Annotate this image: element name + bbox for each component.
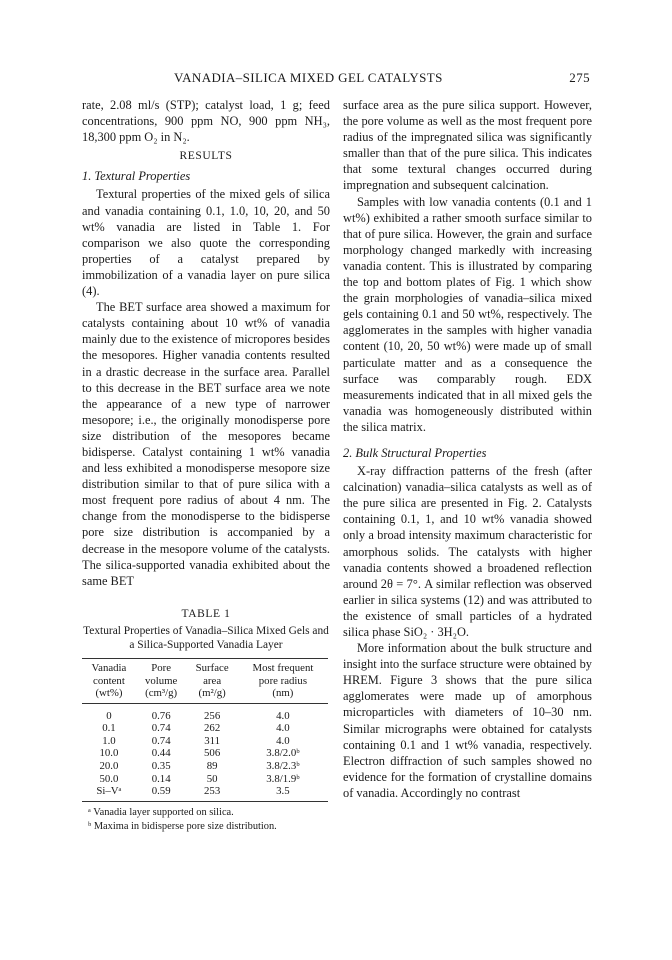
table-cell: 3.8/1.9ᵇ [266, 772, 300, 785]
table-footnotes [82, 806, 330, 833]
table-cell: 262 [204, 722, 221, 735]
textural-properties-table [82, 658, 328, 802]
header-line: Surface [195, 661, 229, 674]
table-cell: 50 [206, 772, 218, 785]
table-cell: 0.74 [151, 722, 171, 735]
table-cell: 1.0 [102, 734, 116, 747]
table-row [82, 735, 328, 748]
table-cell: 0 [106, 709, 112, 722]
table-cell: 0.74 [151, 734, 171, 747]
table-cell: 0.1 [102, 722, 116, 735]
body-paragraph: X-ray diffraction patterns of the fresh (after calcination) vanadia–silica catalysts as well as of the pure silica are presented in Fig. 2. Catalysts containing 0.1, 1, and 10 wt% vanadia showed only a broad intensity maximum characteristic for amorphous solids. The catalysts with higher vanadia contents showed a broadened reflection around 2θ = 7°. A similar reflection was observed earlier in silica systems (12) and was attributed to the existence of small particles of a hydrated silica phase SiO₂ · 3H₂O. [343, 464, 592, 639]
table-row [82, 773, 328, 786]
table-cell: 3.8/2.3ᵇ [266, 760, 300, 773]
table-cell: 0.35 [151, 760, 171, 773]
body-paragraph: More information about the bulk structure and insight into the surface structure were obtained by HREM. Figure 3 shows that the pure silica agglomerates were made up of amorphous microparticles with diameters of 10–30 nm. Similar micrographs were obtained for catalysts containing 0.1 and 1 wt% vanadia, respectively. Electron diffraction of such samples showed no evidence for the formation of crystalline domains of vanadia. Accordingly no contrast [343, 641, 592, 800]
table-cell: 4.0 [276, 722, 290, 735]
left-column [82, 97, 330, 834]
intro-paragraph: rate, 2.08 ml/s (STP); catalyst load, 1 g; feed concentrations, 900 ppm NO, 900 ppm NH₃, 18,300 ppm O₂ in N₂. [82, 98, 330, 145]
header-line: (wt%) [95, 687, 123, 700]
body-paragraph: The BET surface area showed a maximum for catalysts containing about 10 wt% of vanadia mainly due to the existence of micropores besides the mesopores. Higher vanadia contents resulted in a drastic decrease in the surface area. Parallel to this decrease in the BET surface area we note the appearance of a new type of narrower mesopore; i.e., the originally monodisperse pore size distribution of the mesopores became bidisperse. Catalyst containing 1 wt% vanadia and less exhibited a monodisperse mesopore size distribution similar to that of pure silica with a most frequent pore radius of about 4 nm. The change from the monodisperse to the bidisperse pore size distribution is accompanied by a decrease in the mesopore volume of the catalysts. The silica-supported vanadia exhibited about the same BET [82, 300, 330, 588]
table-cell: 0.76 [151, 709, 171, 722]
header-line: Most frequent [252, 661, 314, 674]
header-line: (cm³/g) [145, 687, 178, 700]
table-cell: 3.5 [276, 785, 290, 798]
table-cell: 253 [204, 785, 221, 798]
page-number: 275 [569, 70, 590, 85]
results-heading: RESULTS [179, 150, 233, 163]
body-paragraph: Samples with low vanadia contents (0.1 and 1 wt%) exhibited a rather smooth surface similar to that of pure silica. However, the grain and surface morphology changed markedly with increasing vanadia content. This is illustrated by comparing the top and bottom plates of Fig. 1 which show the grain morphologies of vanadia–silica mixed gels containing 0.1 and 50 wt%, respectively. The agglomerates in the samples with higher vanadia content (10, 20, 50 wt%) were made up of small particulate matter and as a consequence the surface was comparably rough. EDX measurements indicated that in all mixed gels the vanadia was homogeneously distributed within the silica matrix. [343, 194, 592, 434]
table-cell: 3.8/2.0ᵇ [266, 747, 300, 760]
header-line: volume [144, 674, 178, 687]
table-cell: 0.44 [151, 747, 171, 760]
table-cell: 50.0 [99, 772, 119, 785]
table-header-row [82, 658, 328, 703]
column-header [186, 658, 237, 703]
header-line: (m²/g) [198, 687, 226, 700]
table-row [82, 760, 328, 773]
footnote: ᵇ Maxima in bidisperse pore size distribution. [88, 820, 277, 832]
section-heading-textural: 1. Textural Properties [82, 169, 191, 184]
table-cell: Si–Vᵃ [96, 785, 122, 798]
table-cell: 0.14 [151, 772, 171, 785]
header-line: Pore [151, 661, 172, 674]
column-header [238, 658, 328, 703]
table-row [82, 722, 328, 735]
column-header [82, 658, 136, 703]
header-line: area [203, 674, 222, 687]
table-row [82, 703, 328, 722]
table-cell: 506 [204, 747, 221, 760]
header-line: pore radius [258, 674, 308, 687]
table-row [82, 747, 328, 760]
footnote: ᵃ Vanadia layer supported on silica. [88, 806, 234, 818]
table-row [82, 785, 328, 801]
table-caption: Textural Properties of Vanadia–Silica Mixed Gels and a Silica-Supported Vanadia Layer [83, 624, 329, 651]
table-1 [82, 606, 330, 833]
header-line: Vanadia [91, 661, 127, 674]
table-cell: 256 [204, 709, 221, 722]
header-line: content [93, 674, 125, 687]
body-paragraph: Textural properties of the mixed gels of silica and vanadia containing 0.1, 1.0, 10, 20, and 50 wt% vanadia are listed in Table 1. For comparison we also quote the corresponding properties of a catalyst prepared by immobilization of a vanadia layer on pure silica (4). [82, 187, 330, 299]
table-cell: 89 [206, 760, 218, 773]
table-cell: 10.0 [99, 747, 119, 760]
running-title: VANADIA–SILICA MIXED GEL CATALYSTS [174, 70, 443, 85]
column-header [136, 658, 187, 703]
running-header [82, 70, 590, 88]
table-cell: 4.0 [276, 734, 290, 747]
body-paragraph: surface area as the pure silica support. However, the pore volume as well as the most frequent pore radius of the impregnated silica was significantly smaller than that of the pure silica. This indicates that some textural changes occurred during impregnation and subsequent calcination. [343, 98, 592, 193]
table-cell: 4.0 [276, 709, 290, 722]
header-line: (nm) [272, 687, 294, 700]
table-cell: 20.0 [99, 760, 119, 773]
table-label: TABLE 1 [181, 607, 231, 620]
right-column [343, 97, 592, 801]
section-heading-bulk: 2. Bulk Structural Properties [343, 445, 487, 460]
table-cell: 0.59 [151, 785, 171, 798]
table-cell: 311 [204, 734, 221, 747]
